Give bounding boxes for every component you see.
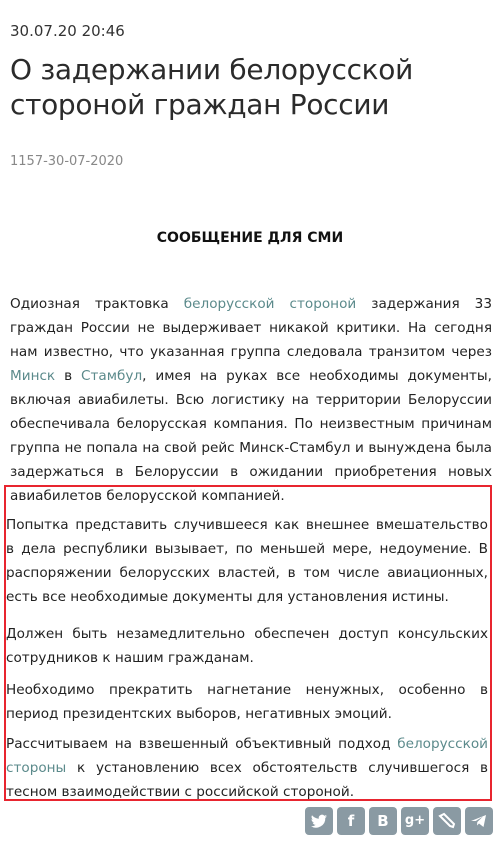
share-telegram-button[interactable] — [465, 807, 493, 835]
vk-icon: В — [377, 812, 389, 830]
link-istanbul[interactable]: Стамбул — [81, 368, 143, 384]
paragraph-3: Должен быть незамедлительно обеспечен доступ консульских сотрудников к нашим гражданам. — [6, 626, 488, 666]
publication-date: 30.07.20 20:46 — [10, 22, 125, 40]
facebook-icon: f — [347, 812, 355, 830]
paragraph-2: Попытка представить случившееся как внешнее вмешательство в дела республики вызывает, по меньшей мере, недоумение. В распоряжении белорусских властей, в том числе авиационных, есть все необходимые документы для установления истины. — [6, 517, 488, 605]
link-minsk[interactable]: Минск — [10, 368, 56, 384]
share-gplus-button[interactable] — [401, 807, 429, 835]
share-livejournal-button[interactable] — [433, 807, 461, 835]
p1-text-4: , имея на руках все необходимы документы, включая авиабилеты. Всю логистику на территории Белоруссии обеспечивала белорусская компания. По неизвестным причинам группа не попала на свой рейс Минск-Стамбул и вынуждена была задержаться в Белоруссии в ожидании приобретения новых авиабилетов белорусской компанией. — [10, 368, 492, 504]
livejournal-icon — [433, 807, 461, 835]
link-belarusian-side-2[interactable]: белорусской стороны — [6, 736, 488, 776]
link-belarusian-side[interactable]: белорусской стороной — [183, 296, 357, 312]
p1-text-2: задержания 33 граждан России не выдерживает никакой критики. На сегодня нам известно, что указанная группа следовала транзитом через — [10, 296, 492, 360]
share-facebook-button[interactable] — [337, 807, 365, 835]
article-title: О задержании белорусской стороной граждан России — [10, 53, 414, 121]
twitter-icon — [305, 807, 333, 835]
p1-text-3: в — [55, 368, 82, 384]
share-twitter-button[interactable] — [305, 807, 333, 835]
paragraph-1 — [10, 292, 492, 508]
document-number: 1157-30-07-2020 — [10, 154, 124, 169]
paragraph-5 — [6, 732, 488, 804]
press-release-heading: СООБЩЕНИЕ ДЛЯ СМИ — [156, 230, 344, 246]
google-plus-icon: g+ — [404, 813, 426, 828]
p1-text-1: Одиозная трактовка — [10, 296, 184, 312]
telegram-icon — [465, 807, 493, 835]
share-vk-button[interactable] — [369, 807, 397, 835]
p5-text-2: к установлению всех обстоятельств случившегося в тесном взаимодействии с российской стороной. — [6, 760, 488, 800]
paragraph-4: Необходимо прекратить нагнетание ненужных, особенно в период президентских выборов, негативных эмоций. — [6, 682, 488, 722]
p5-text-1: Рассчитываем на взвешенный объективный подход — [6, 736, 398, 752]
